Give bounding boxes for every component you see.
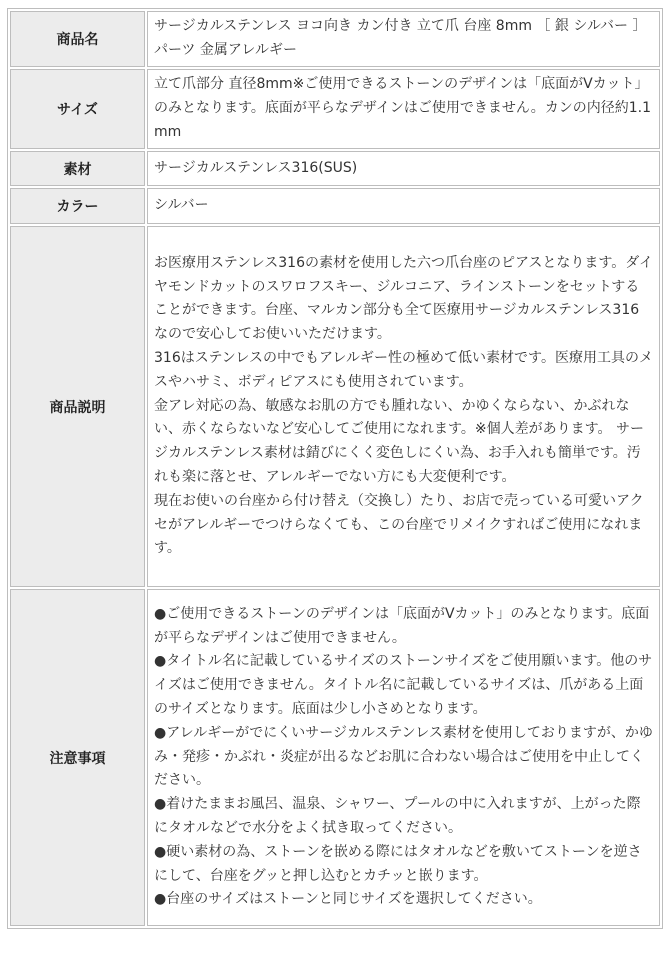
label-description: 商品説明	[10, 226, 145, 587]
value-notes	[147, 589, 660, 926]
note-item: ●タイトル名に記載しているサイズのストーンサイズをご使用願います。他のサイズはご使用できません。タイトル名に記載しているサイズは、爪がある上面のサイズとなります。底面は少し小さめとなります。	[154, 653, 653, 717]
spec-row-product-name	[10, 11, 660, 67]
note-item: ●台座のサイズはストーンと同じサイズを選択してください。	[154, 891, 542, 908]
label-color: カラー	[10, 188, 145, 224]
spec-row-notes	[10, 589, 660, 926]
description-paragraph: 316はステンレスの中でもアレルギー性の極めて低い素材です。医療用工具のメスやハサミ、ボディピアスにも使用されています。	[154, 350, 653, 390]
description-paragraph: 金アレ対応の為、敏感なお肌の方でも腫れない、かゆくならない、かぶれない、赤くならないなど安心してご使用になれます。※個人差があります。 サージカルステンレス素材は錆びにくく変色しにくい為、お手入れも簡単です。汚れも楽に落とせ、アレルギーでない方にも大変便利です。	[154, 397, 644, 485]
label-size: サイズ	[10, 69, 145, 149]
description-paragraph: お医療用ステンレス316の素材を使用した六つ爪台座のピアスとなります。ダイヤモンドカットのスワロフスキー、ジルコニア、ラインストーンをセットすることができます。台座、マルカン部分も全て医療用サージカルステンレス316なので安心してお使いいただけます。	[154, 254, 654, 343]
note-item: ●アレルギーがでにくいサージカルステンレス素材を使用しておりますが、かゆみ・発疹・かぶれ・炎症が出るなどお肌に合わない場合はご使用を中止してください。	[154, 724, 653, 789]
value-description	[147, 226, 660, 587]
spec-row-color	[10, 188, 660, 224]
spec-row-size	[10, 69, 660, 149]
value-product-name: サージカルステンレス ヨコ向き カン付き 立て爪 台座 8mm ［ 銀 シルバー ］ パーツ 金属アレルギー	[147, 11, 660, 67]
label-notes: 注意事項	[10, 589, 145, 926]
value-material: サージカルステンレス316(SUS)	[147, 151, 660, 186]
description-paragraph: 現在お使いの台座から付け替え（交換し）たり、お店で売っている可愛いアクセがアレルギーでつけらなくても、この台座でリメイクすればご使用になれます。	[154, 492, 644, 557]
spec-row-description	[10, 226, 660, 587]
value-size: 立て爪部分 直径8mm※ご使用できるストーンのデザインは「底面がVカット」のみとなります。底面が平らなデザインはご使用できません。カンの内径約1.1mm	[147, 69, 660, 149]
value-color: シルバー	[147, 188, 660, 224]
label-product-name: 商品名	[10, 11, 145, 67]
note-item: ●ご使用できるストーンのデザインは「底面がVカット」のみとなります。底面が平らなデザインはご使用できません。	[154, 605, 650, 646]
label-material: 素材	[10, 151, 145, 186]
note-item: ●硬い素材の為、ストーンを嵌める際にはタオルなどを敷いてストーンを逆さにして、台座をグッと押し込むとカチッと嵌ります。	[154, 843, 642, 884]
note-item: ●着けたままお風呂、温泉、シャワー、プールの中に入れますが、上がった際にタオルなどで水分をよく拭き取ってください。	[154, 796, 641, 836]
product-spec-table	[7, 8, 663, 929]
spec-row-material	[10, 151, 660, 186]
